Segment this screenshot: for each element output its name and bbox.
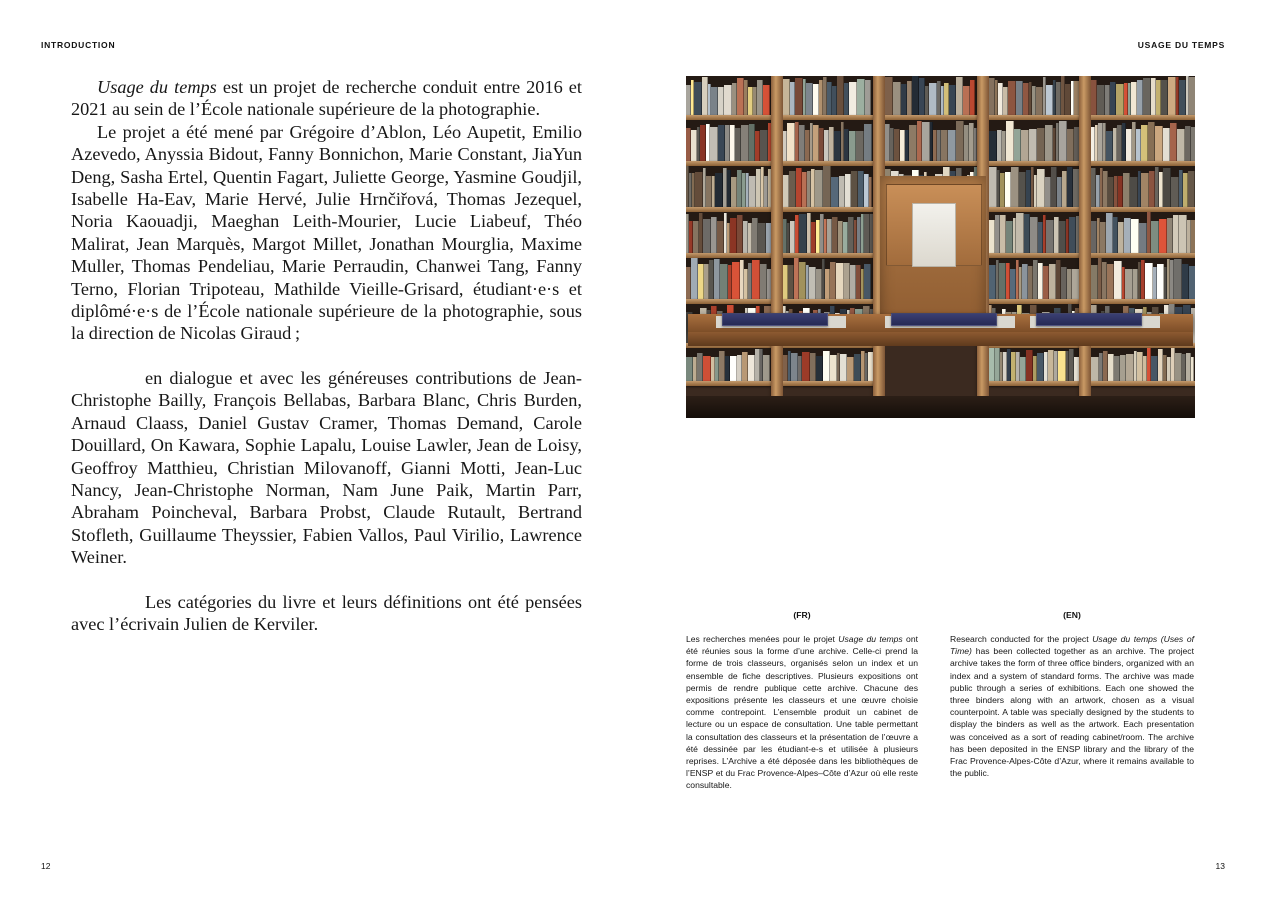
paragraph-categories: Les catégories du livre et leurs définitions ont été pensées avec l’écrivain Julien de Kerviler. [71, 591, 582, 634]
column-en-italic: Usage du temps (Uses of Time) [950, 634, 1194, 657]
column-fr-paragraph [686, 633, 918, 792]
folio-left: 12 [41, 861, 51, 871]
bookshelf-bay [1091, 76, 1195, 418]
column-en-paragraph [950, 633, 1194, 779]
shelf-divider [1079, 76, 1091, 418]
library-photo-canvas [686, 76, 1195, 418]
column-en-before: Research conducted for the project [950, 634, 1093, 644]
folio-right: 13 [1215, 861, 1225, 871]
library-photo [686, 76, 1195, 418]
archive-binder [722, 313, 828, 326]
running-head-left: INTRODUCTION [41, 40, 116, 50]
project-title-italic: Usage du temps [97, 77, 217, 97]
archive-binder [891, 313, 997, 326]
bookshelf-bay [989, 76, 1079, 418]
paragraph-project-definition-rest: est un projet de recherche conduit entre 2016 et 2021 au sein de l’École nationale supérieure de la photographie. [71, 77, 582, 120]
archive-binder [1036, 313, 1142, 326]
bookshelf-bay [686, 76, 771, 418]
left-page-body [71, 76, 582, 635]
column-fr-after: ont été réunies sous la forme d’une archive. Celle-ci prend la forme de trois classeurs, organisés selon un index et un ensemble de fiche descriptives. Plusieurs expositions ont permis de rendre publique cette archive. Chacune des expositions présente les classeurs et une œuvre choisie comme contrepoint. L’ensemble produit un cabinet de lecture ou un espace de consultation. Une table permettant la consultation des classeurs et la présentation de l’œuvre a été dessinée par les étudiant-e-s et utilisée à plusieurs reprises. L’Archive a été déposée dans les bibliothèques de l’ENSP et du Frac Provence-Alpes–Côte d’Azur où elle reste consultable. [686, 634, 919, 791]
paragraph-contributors: en dialogue et avec les généreuses contributions de Jean-Christophe Bailly, François Bellabas, Barbara Blanc, Chris Burden, Arnaud Claass, Daniel Gustav Cramer, Thomas Demand, Carole Douillard, On Kawara, Sophie Lapalu, Louise Lawler, Jean de Loisy, Geoffroy Matthieu, Christian Milovanoff, Gianni Motti, Jean-Luc Nancy, Jean-Christophe Norman, Nam June Paik, Martin Parr, Abraham Poincheval, Barbara Probst, Claude Rutault, Bertrand Stofleth, Guillaume Theyssier, Fabien Vallos, Paul Virilio, Lawrence Weiner. [71, 367, 582, 568]
reading-table-edge [688, 332, 1193, 346]
column-fr-italic: Usage du temps [838, 634, 903, 644]
column-en-after: has been collected together as an archive. The project archive takes the form of three office binders, organized with an index and a system of standard forms. The archive was made public through a series of exhibitions. Each one showed the three binders along with an artwork, chosen as a visual counterpoint. A table was specially designed by the students to display the binders as well as the artwork. Each presentation was conceived as a sort of reading cabinet/room. The archive has been deposited in the ENSP library and the library of the Frac Provence-Alpes-Côte d’Azur, where it remains available to the public. [950, 646, 1194, 779]
column-text-fr [686, 633, 918, 792]
shelf-divider [771, 76, 783, 418]
column-fr-before: Les recherches menées pour le projet [686, 634, 839, 644]
paragraph-project-definition [71, 76, 582, 121]
bookshelf-bay [783, 76, 873, 418]
displayed-artwork [912, 203, 956, 267]
column-label-en: (EN) [1063, 610, 1081, 620]
running-head-right: USAGE DU TEMPS [1137, 40, 1225, 50]
paragraph-participants: Le projet a été mené par Grégoire d’Ablon, Léo Aupetit, Emilio Azevedo, Anyssia Bidout, Fanny Bonnichon, Marie Constant, JiaYun Deng, Sasha Ertel, Quentin Fagart, Juliette George, Yasmine Goudjil, Isabelle Ha-Eav, Marie Hervé, Julie Hrnčiřová, Thomas Jezequel, Noria Kaouadji, Maeghan Leith-Mourier, Lucie Liabeuf, Théo Malirat, Jean Marquès, Margot Millet, Jonathan Mourglia, Maxime Muller, Thomas Pendeliau, Marie Perraudin, Chanwei Tang, Fanny Terno, Florian Tripoteau, Mathilde Vieille-Grisard, étudiant·e·s et diplômé·e·s de l’École nationale supérieure de la photographie, sous la direction de Nicolas Giraud ; [71, 121, 582, 344]
column-label-fr: (FR) [793, 610, 811, 620]
column-text-en [950, 633, 1194, 779]
